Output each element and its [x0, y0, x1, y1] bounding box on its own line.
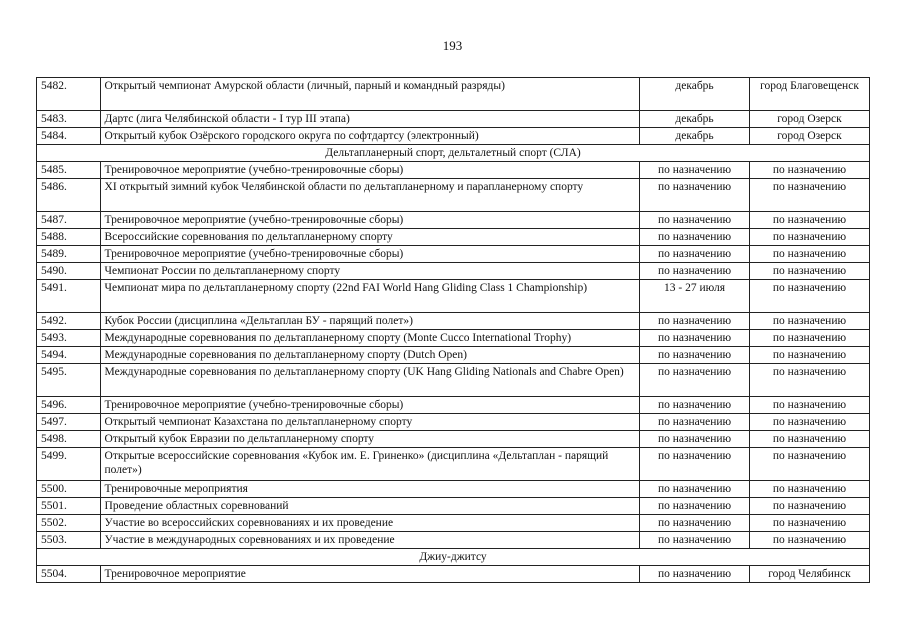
- event-number-cell: 5489.: [37, 246, 101, 263]
- events-table: [36, 77, 870, 583]
- event-name-cell: XI открытый зимний кубок Челябинской области по дельтапланерному и парапланерному спорту: [100, 179, 640, 212]
- event-date-cell: по назначению: [640, 498, 750, 515]
- section-title: Джиу-джитсу: [37, 549, 870, 566]
- page-number: 193: [442, 38, 463, 53]
- event-number-cell: 5490.: [37, 263, 101, 280]
- event-name-cell: Открытые всероссийские соревнования «Кубок им. Е. Гриненко» (дисциплина «Дельтаплан - парящий полет»): [100, 448, 640, 481]
- table-row: [37, 498, 870, 515]
- event-place-cell: по назначению: [749, 515, 869, 532]
- event-name-cell: Тренировочное мероприятие (учебно-тренировочные сборы): [100, 246, 640, 263]
- event-date-cell: по назначению: [640, 364, 750, 397]
- event-number-cell: 5487.: [37, 212, 101, 229]
- event-date-cell: по назначению: [640, 532, 750, 549]
- event-date-cell: по назначению: [640, 229, 750, 246]
- event-place-cell: по назначению: [749, 179, 869, 212]
- event-name-cell: Международные соревнования по дельтапланерному спорту (UK Hang Gliding Nationals and Chabre Open): [100, 364, 640, 397]
- event-name-cell: Открытый кубок Евразии по дельтапланерному спорту: [100, 431, 640, 448]
- event-date-cell: по назначению: [640, 414, 750, 431]
- table-row: [37, 263, 870, 280]
- event-number-cell: 5494.: [37, 347, 101, 364]
- event-date-cell: по назначению: [640, 162, 750, 179]
- event-place-cell: по назначению: [749, 229, 869, 246]
- event-date-cell: по назначению: [640, 212, 750, 229]
- event-place-cell: по назначению: [749, 431, 869, 448]
- event-number-cell: 5492.: [37, 313, 101, 330]
- event-place-cell: по назначению: [749, 448, 869, 481]
- event-date-cell: по назначению: [640, 246, 750, 263]
- table-row: [37, 313, 870, 330]
- event-place-cell: по назначению: [749, 330, 869, 347]
- table-row: [37, 78, 870, 111]
- table-row: [37, 414, 870, 431]
- event-date-cell: декабрь: [640, 128, 750, 145]
- event-place-cell: город Челябинск: [749, 566, 869, 583]
- event-number-cell: 5486.: [37, 179, 101, 212]
- table-row: [37, 246, 870, 263]
- event-name-cell: Тренировочное мероприятие (учебно-тренировочные сборы): [100, 397, 640, 414]
- event-date-cell: 13 - 27 июля: [640, 280, 750, 313]
- event-name-cell: Тренировочные мероприятия: [100, 481, 640, 498]
- event-name-cell: Дартс (лига Челябинской области - I тур III этапа): [100, 111, 640, 128]
- event-number-cell: 5488.: [37, 229, 101, 246]
- event-date-cell: по назначению: [640, 263, 750, 280]
- event-place-cell: город Озерск: [749, 128, 869, 145]
- event-place-cell: по назначению: [749, 364, 869, 397]
- event-place-cell: город Озерск: [749, 111, 869, 128]
- event-name-cell: Открытый чемпионат Амурской области (личный, парный и командный разряды): [100, 78, 640, 111]
- event-date-cell: по назначению: [640, 566, 750, 583]
- table-row: [37, 330, 870, 347]
- section-header-row: [37, 145, 870, 162]
- event-date-cell: по назначению: [640, 179, 750, 212]
- event-number-cell: 5499.: [37, 448, 101, 481]
- event-number-cell: 5484.: [37, 128, 101, 145]
- section-title: Дельтапланерный спорт, дельталетный спорт (СЛА): [37, 145, 870, 162]
- event-name-cell: Международные соревнования по дельтапланерному спорту (Dutch Open): [100, 347, 640, 364]
- event-date-cell: декабрь: [640, 78, 750, 111]
- table-row: [37, 212, 870, 229]
- table-row: [37, 347, 870, 364]
- event-name-cell: Чемпионат России по дельтапланерному спорту: [100, 263, 640, 280]
- event-number-cell: 5495.: [37, 364, 101, 397]
- event-name-cell: Открытый кубок Озёрского городского округа по софтдартсу (электронный): [100, 128, 640, 145]
- event-place-cell: по назначению: [749, 397, 869, 414]
- event-name-cell: Открытый чемпионат Казахстана по дельтапланерному спорту: [100, 414, 640, 431]
- event-date-cell: по назначению: [640, 448, 750, 481]
- event-place-cell: по назначению: [749, 280, 869, 313]
- event-name-cell: Чемпионат мира по дельтапланерному спорту (22nd FAI World Hang Gliding Class 1 Championship): [100, 280, 640, 313]
- event-place-cell: по назначению: [749, 532, 869, 549]
- event-date-cell: декабрь: [640, 111, 750, 128]
- table-row: [37, 431, 870, 448]
- events-table-body: [37, 78, 870, 583]
- table-row: [37, 229, 870, 246]
- event-name-cell: Тренировочное мероприятие (учебно-тренировочные сборы): [100, 162, 640, 179]
- table-row: [37, 515, 870, 532]
- event-number-cell: 5497.: [37, 414, 101, 431]
- event-date-cell: по назначению: [640, 515, 750, 532]
- event-number-cell: 5502.: [37, 515, 101, 532]
- event-name-cell: Участие в международных соревнованиях и их проведение: [100, 532, 640, 549]
- event-name-cell: Участие во всероссийских соревнованиях и их проведение: [100, 515, 640, 532]
- event-number-cell: 5504.: [37, 566, 101, 583]
- event-number-cell: 5496.: [37, 397, 101, 414]
- table-row: [37, 111, 870, 128]
- table-row: [37, 364, 870, 397]
- section-header-row: [37, 549, 870, 566]
- event-number-cell: 5503.: [37, 532, 101, 549]
- event-name-cell: Тренировочное мероприятие: [100, 566, 640, 583]
- event-number-cell: 5482.: [37, 78, 101, 111]
- event-place-cell: по назначению: [749, 481, 869, 498]
- event-date-cell: по назначению: [640, 481, 750, 498]
- event-name-cell: Проведение областных соревнований: [100, 498, 640, 515]
- event-place-cell: по назначению: [749, 162, 869, 179]
- event-place-cell: по назначению: [749, 212, 869, 229]
- event-name-cell: Международные соревнования по дельтапланерному спорту (Monte Cucco International Trophy): [100, 330, 640, 347]
- table-row: [37, 179, 870, 212]
- event-date-cell: по назначению: [640, 347, 750, 364]
- event-number-cell: 5501.: [37, 498, 101, 515]
- table-row: [37, 448, 870, 481]
- event-number-cell: 5483.: [37, 111, 101, 128]
- table-row: [37, 532, 870, 549]
- table-row: [37, 397, 870, 414]
- table-row: [37, 280, 870, 313]
- event-name-cell: Тренировочное мероприятие (учебно-тренировочные сборы): [100, 212, 640, 229]
- event-number-cell: 5485.: [37, 162, 101, 179]
- event-number-cell: 5493.: [37, 330, 101, 347]
- table-row: [37, 481, 870, 498]
- table-row: [37, 566, 870, 583]
- event-place-cell: по назначению: [749, 414, 869, 431]
- event-date-cell: по назначению: [640, 313, 750, 330]
- event-date-cell: по назначению: [640, 397, 750, 414]
- event-place-cell: по назначению: [749, 498, 869, 515]
- event-number-cell: 5500.: [37, 481, 101, 498]
- event-place-cell: город Благовещенск: [749, 78, 869, 111]
- event-place-cell: по назначению: [749, 263, 869, 280]
- event-number-cell: 5491.: [37, 280, 101, 313]
- event-name-cell: Кубок России (дисциплина «Дельтаплан БУ - парящий полет»): [100, 313, 640, 330]
- event-name-cell: Всероссийские соревнования по дельтапланерному спорту: [100, 229, 640, 246]
- event-place-cell: по назначению: [749, 246, 869, 263]
- table-row: [37, 128, 870, 145]
- event-number-cell: 5498.: [37, 431, 101, 448]
- event-place-cell: по назначению: [749, 313, 869, 330]
- table-row: [37, 162, 870, 179]
- event-date-cell: по назначению: [640, 431, 750, 448]
- event-place-cell: по назначению: [749, 347, 869, 364]
- event-date-cell: по назначению: [640, 330, 750, 347]
